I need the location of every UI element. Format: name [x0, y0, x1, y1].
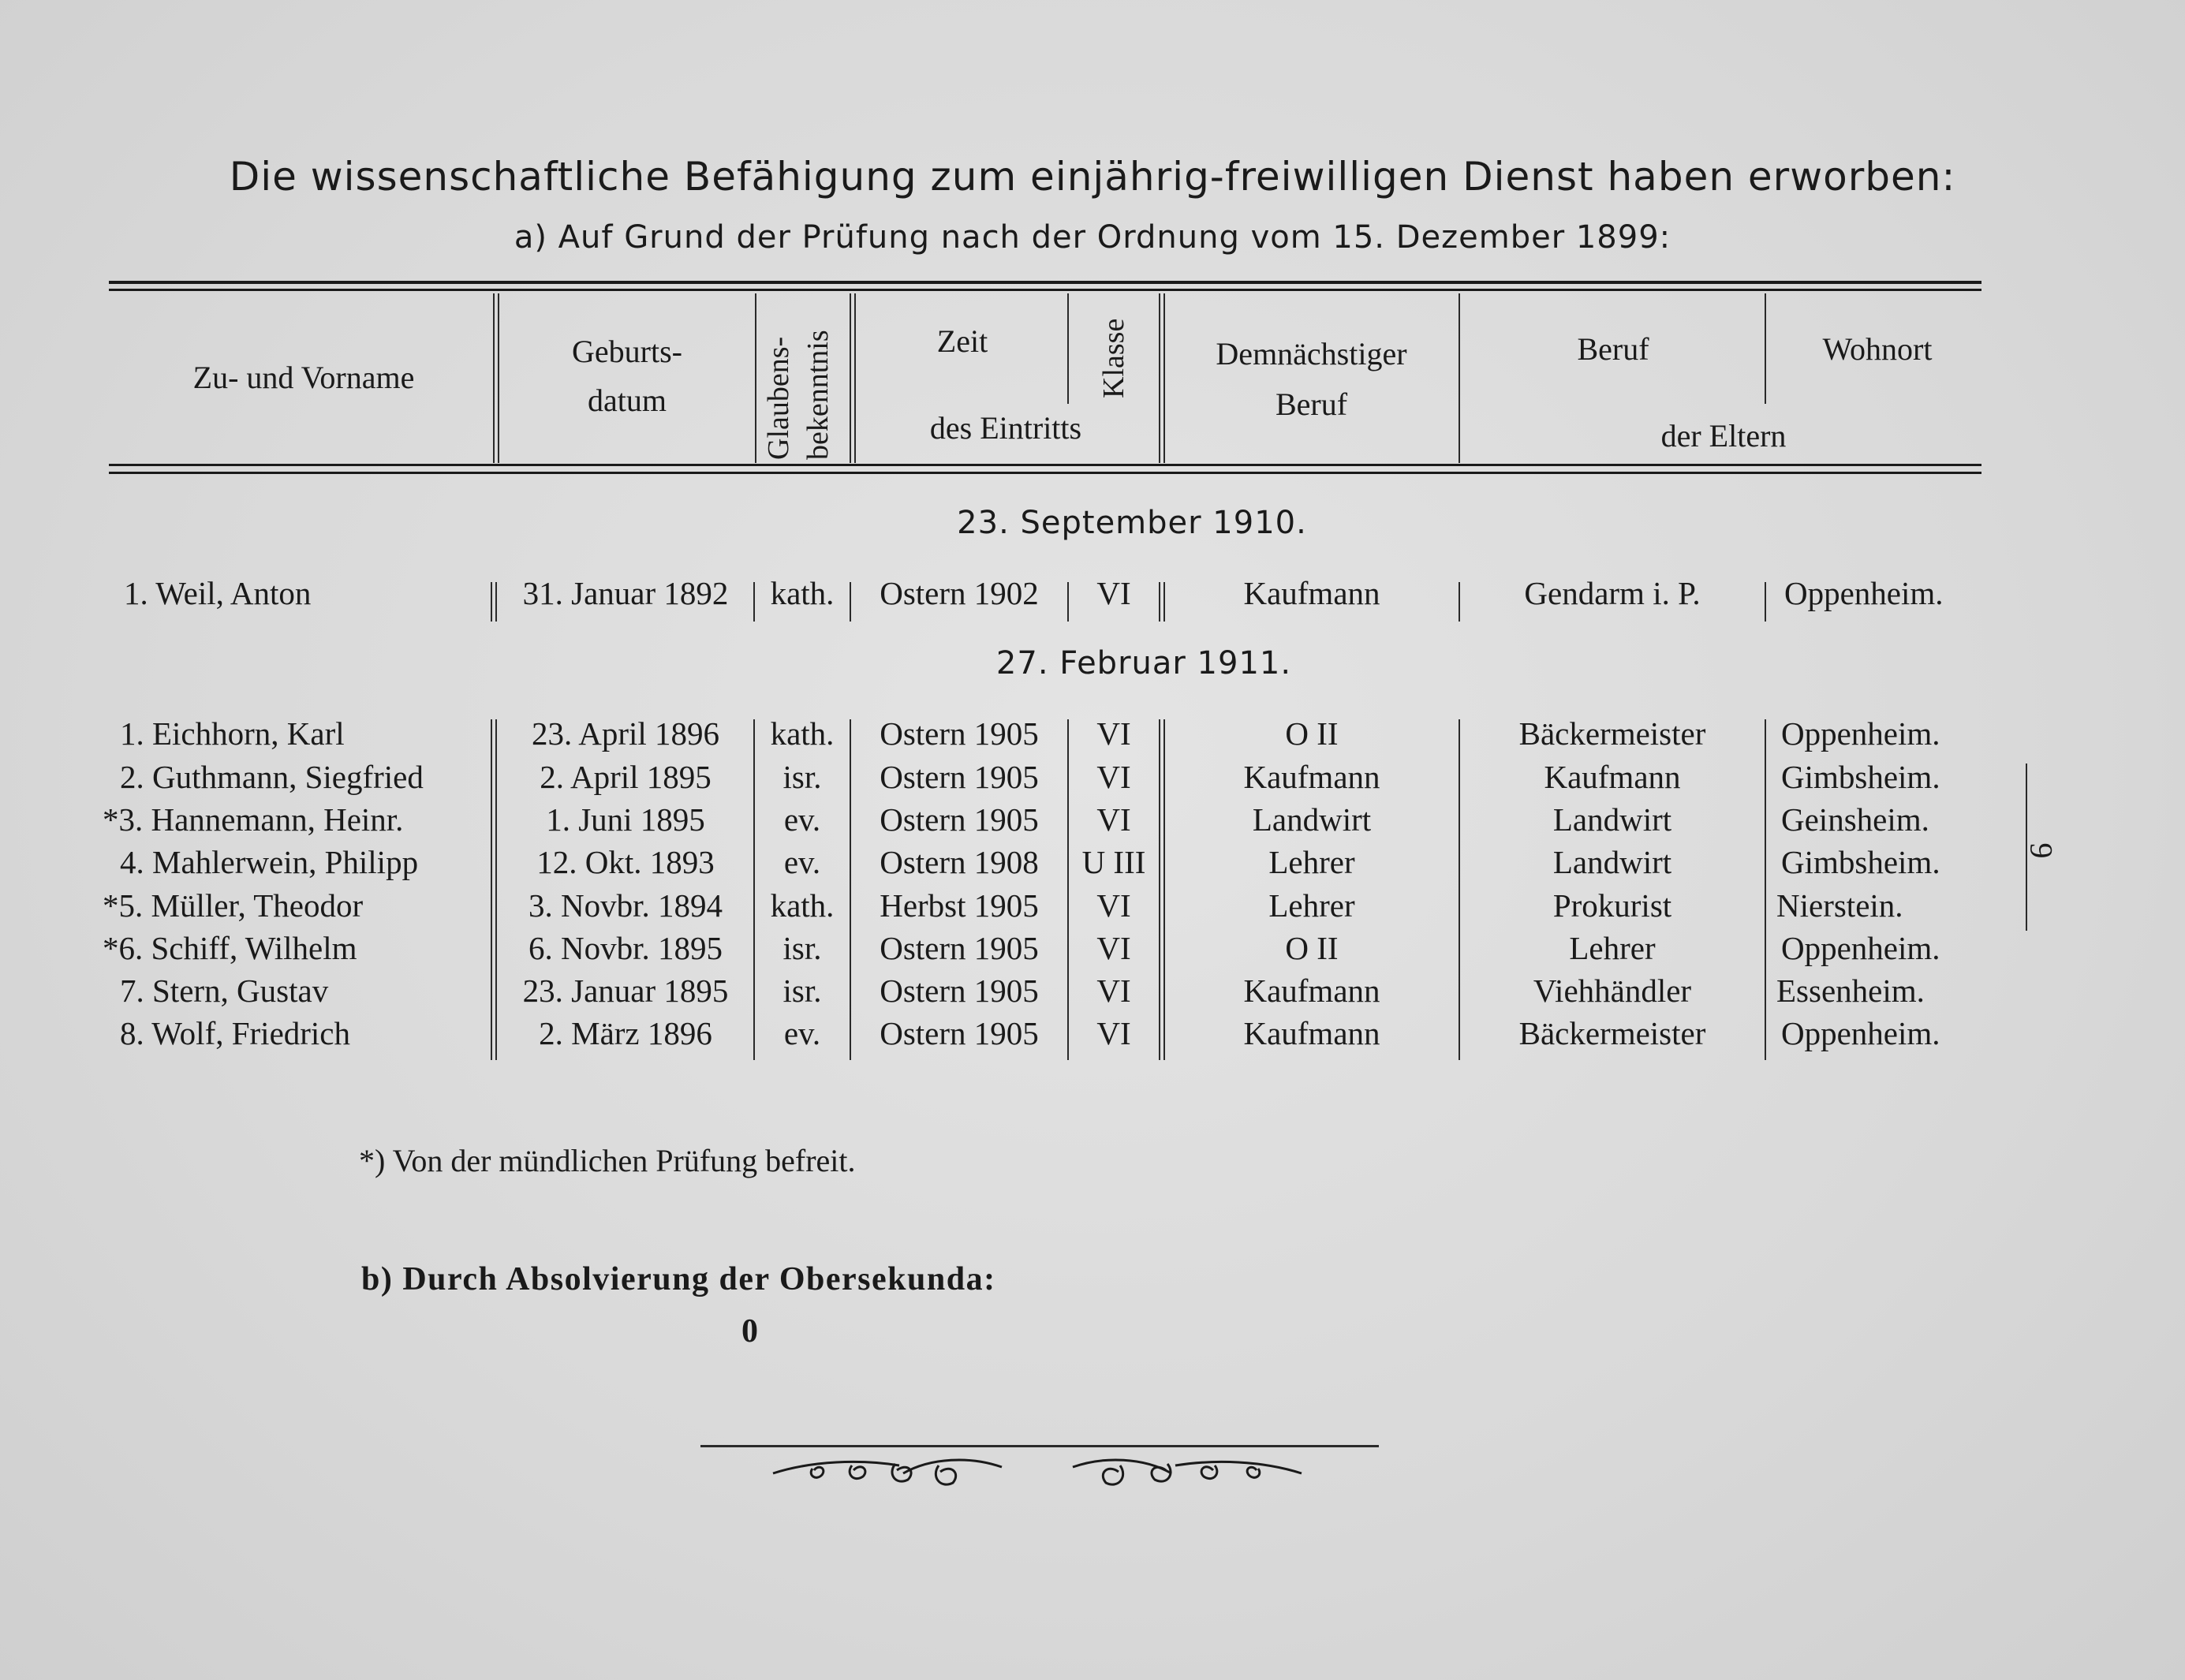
row-divider — [753, 719, 755, 1060]
header-time: Zeit — [936, 323, 988, 359]
header-class: Klasse — [1097, 318, 1130, 398]
page-subtitle: a) Auf Grund der Prüfung nach der Ordnung vom 15. Dezember 1899: — [514, 219, 1671, 256]
row-name: 7. Stern, Gustav — [120, 973, 329, 1009]
header-future-2: Beruf — [1275, 386, 1348, 422]
row-future: Kaufmann — [1243, 973, 1380, 1009]
row-birth: 6. Novbr. 1895 — [529, 930, 723, 966]
hdr-divider — [1765, 293, 1766, 404]
row-place: Essenheim. — [1776, 973, 1925, 1009]
row-class: VI — [1096, 930, 1131, 966]
row-class: VI — [1096, 887, 1131, 924]
row-class: VI — [1096, 801, 1131, 838]
row-divider — [1163, 719, 1165, 1060]
hdr-divider — [1163, 293, 1165, 463]
group-date: 27. Februar 1911. — [995, 645, 1292, 681]
row-divider — [1159, 582, 1160, 622]
decorative-ornament — [765, 1450, 1309, 1500]
row-class: VI — [1096, 973, 1131, 1009]
row-divider — [495, 719, 497, 1060]
row-place: Oppenheim. — [1781, 715, 1940, 752]
row-confession: isr. — [782, 973, 822, 1009]
header-bottom-rule — [109, 464, 1981, 466]
section-b-heading: b) Durch Absolvierung der Obersekunda: — [361, 1261, 996, 1297]
row-confession: kath. — [770, 575, 835, 611]
row-parent-job: Viehhändler — [1533, 973, 1692, 1009]
row-confession: isr. — [782, 930, 822, 966]
row-confession: kath. — [770, 715, 835, 752]
header-future-1: Demnächstiger — [1216, 336, 1407, 371]
row-name: 8. Wolf, Friedrich — [120, 1015, 351, 1051]
group-date: 23. September 1910. — [957, 505, 1307, 541]
hdr-divider — [493, 293, 495, 463]
row-confession: ev. — [783, 844, 821, 880]
row-divider — [1067, 582, 1069, 622]
table-top-rule — [109, 281, 1981, 284]
hdr-divider — [1159, 293, 1160, 463]
row-future: Lehrer — [1268, 887, 1355, 924]
row-place: Gimbsheim. — [1781, 759, 1940, 795]
row-divider — [1163, 582, 1165, 622]
header-confession-1: Glaubens- — [762, 336, 795, 460]
row-name: 2. Guthmann, Siegfried — [120, 759, 424, 795]
row-name: 1. Eichhorn, Karl — [120, 715, 345, 752]
row-future: Kaufmann — [1243, 759, 1380, 795]
row-place: Oppenheim. — [1781, 930, 1940, 966]
row-parent-job: Lehrer — [1569, 930, 1656, 966]
row-entry: Ostern 1905 — [880, 715, 1039, 752]
row-divider — [1459, 719, 1460, 1060]
row-birth: 12. Okt. 1893 — [536, 844, 715, 880]
header-confession-2: bekenntnis — [801, 330, 835, 460]
hdr-divider — [1459, 293, 1460, 463]
row-place: Oppenheim. — [1784, 575, 1944, 611]
row-place: Nierstein. — [1776, 887, 1903, 924]
row-parent-job: Landwirt — [1552, 801, 1672, 838]
row-divider — [1159, 719, 1160, 1060]
row-future: O II — [1285, 715, 1339, 752]
row-birth: 2. März 1896 — [539, 1015, 712, 1051]
row-class: VI — [1096, 759, 1131, 795]
ornament-rule — [700, 1445, 1379, 1447]
row-birth: 23. Januar 1895 — [522, 973, 729, 1009]
header-parents: der Eltern — [1660, 418, 1787, 454]
hdr-divider — [854, 293, 856, 463]
row-entry: Ostern 1905 — [880, 930, 1039, 966]
row-divider — [1765, 719, 1766, 1060]
row-birth: 23. April 1896 — [531, 715, 720, 752]
header-parent-job: Beruf — [1577, 331, 1649, 367]
row-birth: 3. Novbr. 1894 — [529, 887, 723, 924]
row-class: U III — [1081, 844, 1146, 880]
row-parent-job: Landwirt — [1552, 844, 1672, 880]
row-divider — [753, 582, 755, 622]
header-birth-2: datum — [588, 383, 667, 418]
row-divider — [1067, 719, 1069, 1060]
hdr-divider — [850, 293, 851, 463]
row-class: VI — [1096, 575, 1131, 611]
row-parent-job: Prokurist — [1552, 887, 1672, 924]
row-entry: Ostern 1908 — [880, 844, 1039, 880]
row-confession: ev. — [783, 801, 821, 838]
row-divider — [495, 582, 497, 622]
row-entry: Ostern 1902 — [880, 575, 1039, 611]
row-confession: kath. — [770, 887, 835, 924]
row-entry: Ostern 1905 — [880, 759, 1039, 795]
row-name: *3. Hannemann, Heinr. — [103, 801, 404, 838]
row-name: 1. Weil, Anton — [124, 575, 312, 611]
row-confession: isr. — [782, 759, 822, 795]
header-birth-1: Geburts- — [572, 334, 682, 369]
row-name: *6. Schiff, Wilhelm — [103, 930, 357, 966]
header-bottom-rule-inner — [109, 472, 1981, 474]
row-place: Geinsheim. — [1781, 801, 1929, 838]
row-place: Oppenheim. — [1781, 1015, 1940, 1051]
row-divider — [491, 719, 492, 1060]
row-name: *5. Müller, Theodor — [103, 887, 364, 924]
hdr-divider — [755, 293, 756, 463]
row-place: Gimbsheim. — [1781, 844, 1940, 880]
hdr-divider — [1067, 293, 1069, 404]
row-divider — [850, 719, 851, 1060]
row-parent-job: Gendarm i. P. — [1524, 575, 1701, 611]
row-confession: ev. — [783, 1015, 821, 1051]
row-entry: Ostern 1905 — [880, 801, 1039, 838]
row-future: Kaufmann — [1243, 575, 1380, 611]
section-b-value: 0 — [741, 1313, 760, 1350]
row-divider — [850, 582, 851, 622]
row-name: 4. Mahlerwein, Philipp — [120, 844, 419, 880]
row-future: Lehrer — [1268, 844, 1355, 880]
header-name: Zu- und Vorname — [192, 360, 415, 395]
row-entry: Herbst 1905 — [880, 887, 1039, 924]
row-divider — [1765, 582, 1766, 622]
row-entry: Ostern 1905 — [880, 1015, 1039, 1051]
row-parent-job: Bäckermeister — [1518, 715, 1706, 752]
row-future: O II — [1285, 930, 1339, 966]
table-top-rule-inner — [109, 289, 1981, 291]
header-entry: des Eintritts — [929, 410, 1082, 446]
row-class: VI — [1096, 715, 1131, 752]
row-birth: 31. Januar 1892 — [522, 575, 729, 611]
row-future: Kaufmann — [1243, 1015, 1380, 1051]
row-parent-job: Kaufmann — [1544, 759, 1681, 795]
page-number: 9 — [2023, 842, 2060, 859]
footnote: *) Von der mündlichen Prüfung befreit. — [359, 1143, 856, 1178]
row-entry: Ostern 1905 — [880, 973, 1039, 1009]
row-birth: 1. Juni 1895 — [546, 801, 705, 838]
page-title: Die wissenschaftliche Befähigung zum einjährig-freiwilligen Dienst haben erworben: — [229, 154, 1956, 200]
row-divider — [1459, 582, 1460, 622]
row-divider — [491, 582, 492, 622]
row-parent-job: Bäckermeister — [1518, 1015, 1706, 1051]
hdr-divider — [498, 293, 499, 463]
row-future: Landwirt — [1252, 801, 1372, 838]
row-class: VI — [1096, 1015, 1131, 1051]
row-birth: 2. April 1895 — [540, 759, 712, 795]
header-parent-place: Wohnort — [1822, 331, 1933, 367]
